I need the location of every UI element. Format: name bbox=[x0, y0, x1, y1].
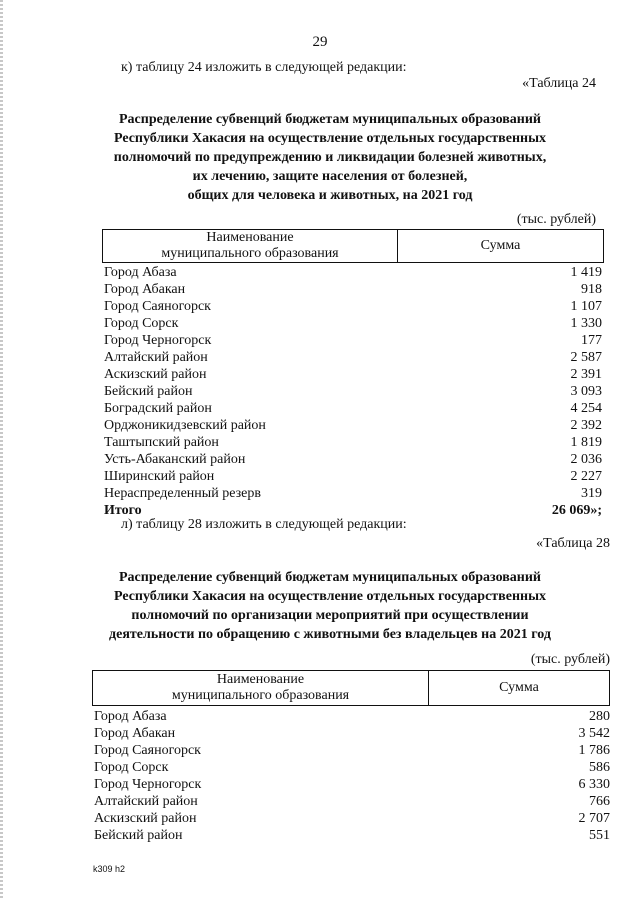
heading-line: деятельности по обращению с животными без владельцев на 2021 год bbox=[109, 627, 551, 642]
table-row bbox=[94, 708, 610, 725]
table-24-label: «Таблица 24 bbox=[522, 76, 596, 91]
table-row bbox=[94, 742, 610, 759]
row-value: 177 bbox=[581, 333, 602, 348]
instruction-table-24: к) таблицу 24 изложить в следующей редакции: bbox=[121, 60, 407, 75]
table-row bbox=[94, 725, 610, 742]
table-row bbox=[104, 400, 602, 417]
row-name: Город Абаза bbox=[104, 265, 177, 280]
column-header-sum: Сумма bbox=[480, 238, 521, 253]
total-label: Итого bbox=[104, 503, 142, 518]
table-row bbox=[104, 366, 602, 383]
table-24-body bbox=[104, 264, 602, 519]
column-header-name-line1: Наименование bbox=[206, 230, 294, 245]
row-value: 4 254 bbox=[570, 401, 602, 416]
heading-line: полномочий по предупреждению и ликвидации болезней животных, bbox=[113, 150, 547, 165]
row-value: 586 bbox=[589, 760, 610, 775]
table-28-label: «Таблица 28 bbox=[536, 536, 610, 551]
column-header-sum: Сумма bbox=[499, 680, 539, 695]
table-row bbox=[94, 776, 610, 793]
table-row bbox=[104, 298, 602, 315]
row-name: Бейский район bbox=[94, 828, 183, 843]
total-value: 26 069»; bbox=[551, 503, 602, 518]
table-24-heading bbox=[60, 110, 600, 205]
table-28-header bbox=[92, 670, 610, 706]
heading-line: Республики Хакасия на осуществление отдельных государственных bbox=[113, 131, 547, 146]
heading-line: полномочий по организации мероприятий при осуществлении bbox=[131, 608, 529, 623]
table-28-heading bbox=[60, 568, 600, 644]
row-value: 1 330 bbox=[570, 316, 602, 331]
row-name: Город Черногорск bbox=[94, 777, 202, 792]
table-row bbox=[104, 468, 602, 485]
column-header-name-line2: муниципального образования bbox=[161, 246, 339, 261]
table-row bbox=[94, 759, 610, 776]
heading-line: Распределение субвенций бюджетам муниципальных образований bbox=[119, 112, 541, 127]
row-value: 1 107 bbox=[570, 299, 602, 314]
table-row bbox=[104, 315, 602, 332]
table-28-body bbox=[94, 708, 610, 844]
table-24-units: (тыс. рублей) bbox=[516, 212, 596, 227]
row-value: 766 bbox=[589, 794, 610, 809]
table-row bbox=[104, 417, 602, 434]
row-name: Нераспределенный резерв bbox=[104, 486, 261, 501]
row-name: Город Сорск bbox=[104, 316, 179, 331]
table-row bbox=[104, 485, 602, 502]
row-value: 280 bbox=[589, 709, 610, 724]
row-name: Бейский район bbox=[104, 384, 193, 399]
footer-code: k309 h2 bbox=[93, 864, 126, 874]
row-value: 2 392 bbox=[570, 418, 602, 433]
scan-edge bbox=[0, 0, 3, 899]
table-row bbox=[94, 793, 610, 810]
row-value: 3 093 bbox=[570, 384, 602, 399]
table-row bbox=[104, 383, 602, 400]
row-name: Город Саяногорск bbox=[94, 743, 201, 758]
row-value: 918 bbox=[581, 282, 602, 297]
column-header-name bbox=[103, 230, 398, 262]
table-row bbox=[104, 434, 602, 451]
column-header-name-line1: Наименование bbox=[216, 672, 305, 687]
row-name: Ширинский район bbox=[104, 469, 215, 484]
row-name: Усть-Абаканский район bbox=[104, 452, 246, 467]
row-value: 2 391 bbox=[570, 367, 602, 382]
row-name: Алтайский район bbox=[104, 350, 208, 365]
table-row bbox=[104, 349, 602, 366]
table-row bbox=[94, 827, 610, 844]
table-row bbox=[104, 451, 602, 468]
row-name: Орджоникидзевский район bbox=[104, 418, 266, 433]
row-name: Город Абакан bbox=[94, 726, 176, 741]
heading-line: их лечению, защите населения от болезней, bbox=[192, 169, 468, 184]
table-28-units: (тыс. рублей) bbox=[530, 652, 610, 667]
heading-line: общих для человека и животных, на 2021 год bbox=[187, 188, 473, 203]
row-value: 6 330 bbox=[578, 777, 610, 792]
row-value: 1 419 bbox=[570, 265, 602, 280]
row-name: Город Саяногорск bbox=[104, 299, 211, 314]
instruction-table-28: л) таблицу 28 изложить в следующей редакции: bbox=[121, 517, 407, 532]
row-value: 2 227 bbox=[570, 469, 602, 484]
row-value: 2 707 bbox=[578, 811, 610, 826]
table-row bbox=[94, 810, 610, 827]
row-name: Аскизский район bbox=[104, 367, 207, 382]
row-value: 2 036 bbox=[570, 452, 602, 467]
heading-line: Республики Хакасия на осуществление отдельных государственных bbox=[113, 589, 547, 604]
row-value: 1 819 bbox=[570, 435, 602, 450]
row-name: Боградский район bbox=[104, 401, 212, 416]
heading-line: Распределение субвенций бюджетам муниципальных образований bbox=[119, 570, 541, 585]
page-number: 29 bbox=[312, 34, 328, 50]
table-24-header bbox=[102, 229, 604, 263]
row-name: Таштыпский район bbox=[104, 435, 219, 450]
column-header-name-line2: муниципального образования bbox=[171, 688, 350, 703]
row-value: 1 786 bbox=[578, 743, 610, 758]
row-name: Город Абаза bbox=[94, 709, 167, 724]
row-name: Город Абакан bbox=[104, 282, 186, 297]
row-value: 2 587 bbox=[570, 350, 602, 365]
row-name: Город Черногорск bbox=[104, 333, 212, 348]
row-name: Алтайский район bbox=[94, 794, 198, 809]
table-row bbox=[104, 264, 602, 281]
row-name: Город Сорск bbox=[94, 760, 169, 775]
row-name: Аскизский район bbox=[94, 811, 197, 826]
row-value: 319 bbox=[581, 486, 602, 501]
row-value: 551 bbox=[589, 828, 610, 843]
column-header-name bbox=[93, 671, 429, 705]
table-row bbox=[104, 332, 602, 349]
table-row bbox=[104, 281, 602, 298]
row-value: 3 542 bbox=[578, 726, 610, 741]
